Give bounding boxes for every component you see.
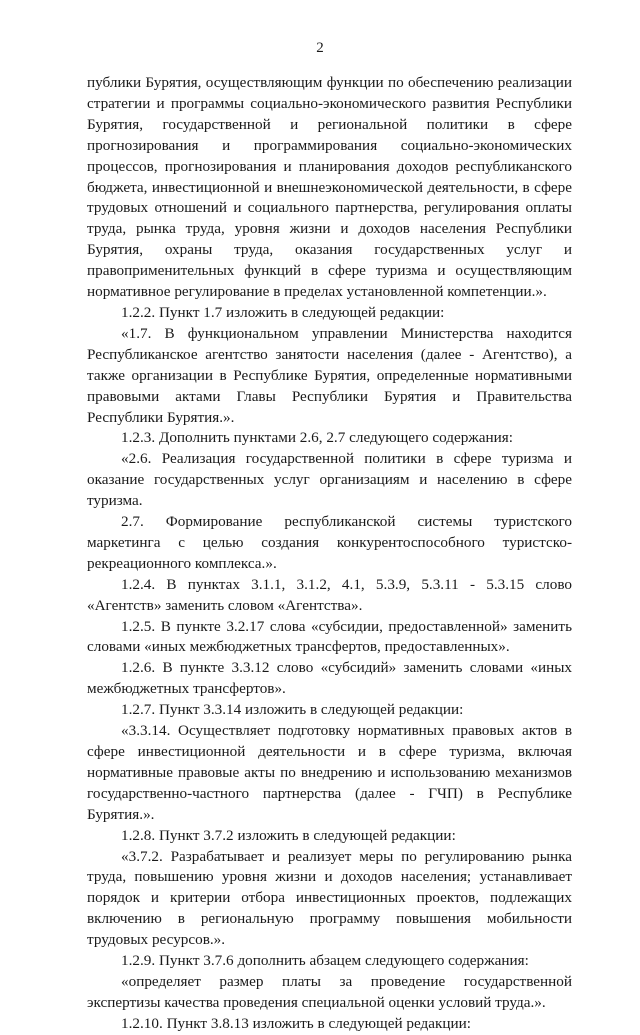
paragraph-2-7-quote: 2.7. Формирование республиканской системы туристского маркетинга с целью создания конкурентоспособного туристско-рекреационного комплекса.». [87,513,572,572]
paragraph-1-2-7: 1.2.7. Пункт 3.3.14 изложить в следующей редакции: [121,701,464,719]
page-number: 2 [316,40,324,56]
paragraph-1-2-5: 1.2.5. В пункте 3.2.17 слова «субсидии, предоставленной» заменить словами «иных межбюджетных трансфертов, предоставленных». [87,617,572,656]
paragraph-2-6-quote: «2.6. Реализация государственной политики в сфере туризма и оказание государственных услуг организациям и населению в сфере туризма. [87,450,572,510]
paragraph-3-7-6-quote: «определяет размер платы за проведение государственной экспертизы качества проведения специальной оценки условий труда.». [87,972,572,1011]
paragraph-1-2-10: 1.2.10. Пункт 3.8.13 изложить в следующей редакции: [121,1014,471,1032]
paragraph-1-2-8: 1.2.8. Пункт 3.7.2 изложить в следующей редакции: [121,826,456,844]
paragraph-3-7-2-quote: «3.7.2. Разрабатывает и реализует меры по регулированию рынка труда, повышению уровня жизни и доходов населения; устанавливает порядок и критерии отбора инвестиционных проектов, подлежащих включению в региональную программу повышения мобильности трудовых ресурсов.». [87,847,572,949]
paragraph-1-2-6: 1.2.6. В пункте 3.3.12 слово «субсидий» заменить словами «иных межбюджетных трансфертов». [87,659,572,698]
paragraph-1-2-3: 1.2.3. Дополнить пунктами 2.6, 2.7 следующего содержания: [121,429,513,447]
document-body [87,73,572,1035]
paragraph-continuation: публики Бурятия, осуществляющим функции по обеспечению реализации стратегии и программы социально-экономического развития Республики Бурятия, государственной и региональной политики в сфере прогнозирования и программирования социально-экономических процессов, прогнозирования и планирования доходов республиканского бюджета, инвестиционной и внешнеэкономической деятельности, в сфере трудовых отношений и социального партнерства, регулирования оплаты труда, рынка труда, уровня жизни и доходов населения Республики Бурятия, охраны труда, оказания государственных услуг и правоприменительных функций в сфере туризма и осуществляющим нормативное регулирование в пределах установленной компетенции.». [87,74,572,301]
paragraph-1-7-quote: «1.7. В функциональном управлении Министерства находится Республиканское агентство занятости населения (далее - Агентство), а также организации в Республике Бурятия, определенные нормативными правовыми актами Главы Республики Бурятия и Правительства Республики Бурятия.». [87,324,572,426]
paragraph-1-2-2: 1.2.2. Пункт 1.7 изложить в следующей редакции: [121,303,445,321]
paragraph-1-2-9: 1.2.9. Пункт 3.7.6 дополнить абзацем следующего содержания: [121,952,529,970]
paragraph-1-2-4: 1.2.4. В пунктах 3.1.1, 3.1.2, 4.1, 5.3.9, 5.3.11 - 5.3.15 слово «Агентств» заменить словом «Агентства». [87,575,572,614]
paragraph-3-3-14-quote: «3.3.14. Осуществляет подготовку нормативных правовых актов в сфере инвестиционной деятельности и в сфере туризма, включая нормативные правовые акты по внедрению и использованию механизмов государственно-частного партнерства (далее - ГЧП) в Республике Бурятия.». [87,722,572,823]
